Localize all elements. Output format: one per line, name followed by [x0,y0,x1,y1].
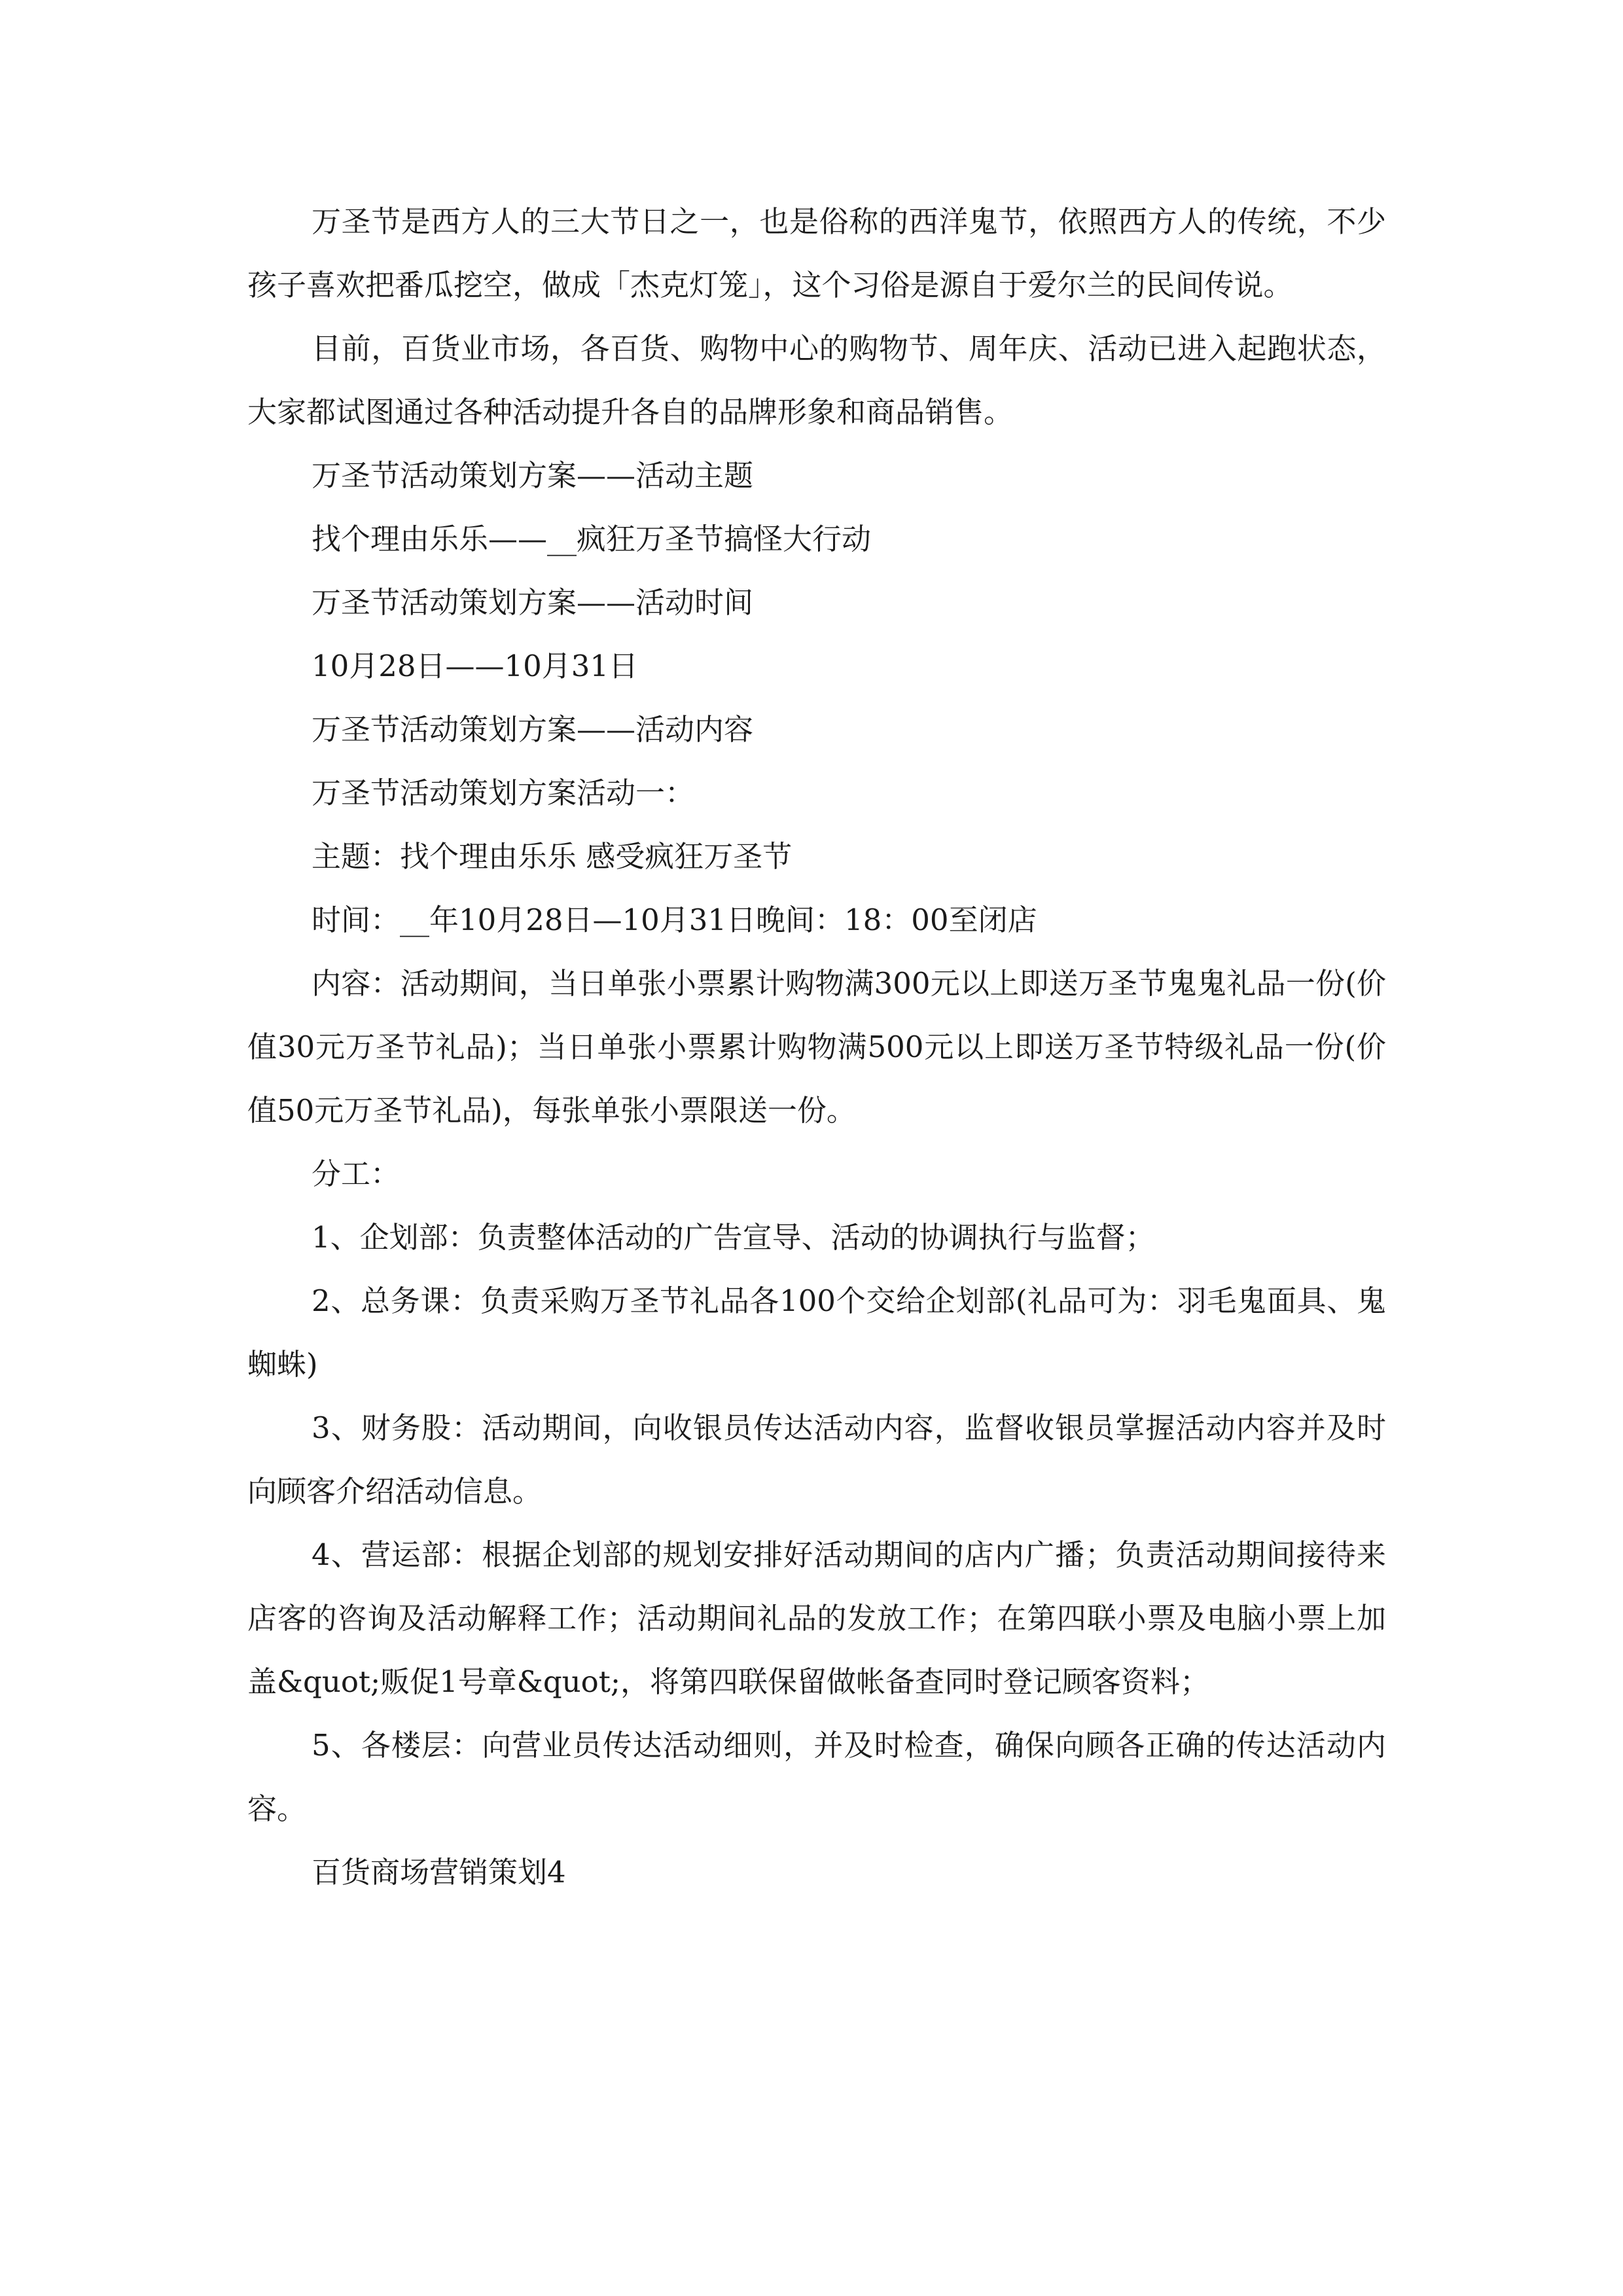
document-body [247,190,1386,1904]
content-heading: 万圣节活动策划方案——活动内容 [312,712,754,747]
activity-subject: 主题：找个理由乐乐 感受疯狂万圣节 [312,839,793,874]
intro-paragraph: 万圣节是西方人的三大节日之一，也是俗称的西洋鬼节，依照西方人的传统，不少孩子喜欢把番瓜挖空，做成「杰克灯笼」，这个习俗是源自于爱尔兰的民间传说。 [247,204,1386,302]
activity-content: 内容：活动期间，当日单张小票累计购物满300元以上即送万圣节鬼鬼礼品一份(价值30元万圣节礼品)；当日单张小票累计购物满500元以上即送万圣节特级礼品一份(价值50元万圣节礼品)，每张单张小票限送一份。 [247,966,1386,1128]
division-item-floors: 5、各楼层：向营业员传达活动细则，并及时检查，确保向顾各正确的传达活动内容。 [247,1728,1386,1826]
division-item-general-affairs: 2、总务课：负责采购万圣节礼品各100个交给企划部(礼品可为：羽毛鬼面具、鬼蜘蛛) [247,1283,1386,1382]
market-paragraph: 目前，百货业市场，各百货、购物中心的购物节、周年庆、活动已进入起跑状态，大家都试图通过各种活动提升各自的品牌形象和商品销售。 [247,331,1386,429]
theme-heading: 万圣节活动策划方案——活动主题 [312,458,754,493]
division-heading: 分工： [312,1157,401,1191]
activity-one-heading: 万圣节活动策划方案活动一： [312,776,695,810]
activity-time: 时间：__年10月28日—10月31日晚间：18：00至闭店 [312,903,1037,937]
division-item-operations: 4、营运部：根据企划部的规划安排好活动期间的店内广播；负责活动期间接待来店客的咨询及活动解释工作；活动期间礼品的发放工作；在第四联小票及电脑小票上加盖&quot;贩促1号章&quot;，将第四联保留做帐备查同时登记顾客资料； [247,1537,1386,1699]
division-item-planning: 1、企划部：负责整体活动的广告宣导、活动的协调执行与监督； [312,1220,1155,1255]
time-heading: 万圣节活动策划方案——活动时间 [312,585,754,620]
division-item-finance: 3、财务股：活动期间，向收银员传达活动内容，监督收银员掌握活动内容并及时向顾客介绍活动信息。 [247,1410,1386,1509]
section-title: 百货商场营销策划4 [312,1855,566,1890]
time-text: 10月28日——10月31日 [312,649,639,683]
theme-text: 找个理由乐乐——__疯狂万圣节搞怪大行动 [312,522,872,556]
